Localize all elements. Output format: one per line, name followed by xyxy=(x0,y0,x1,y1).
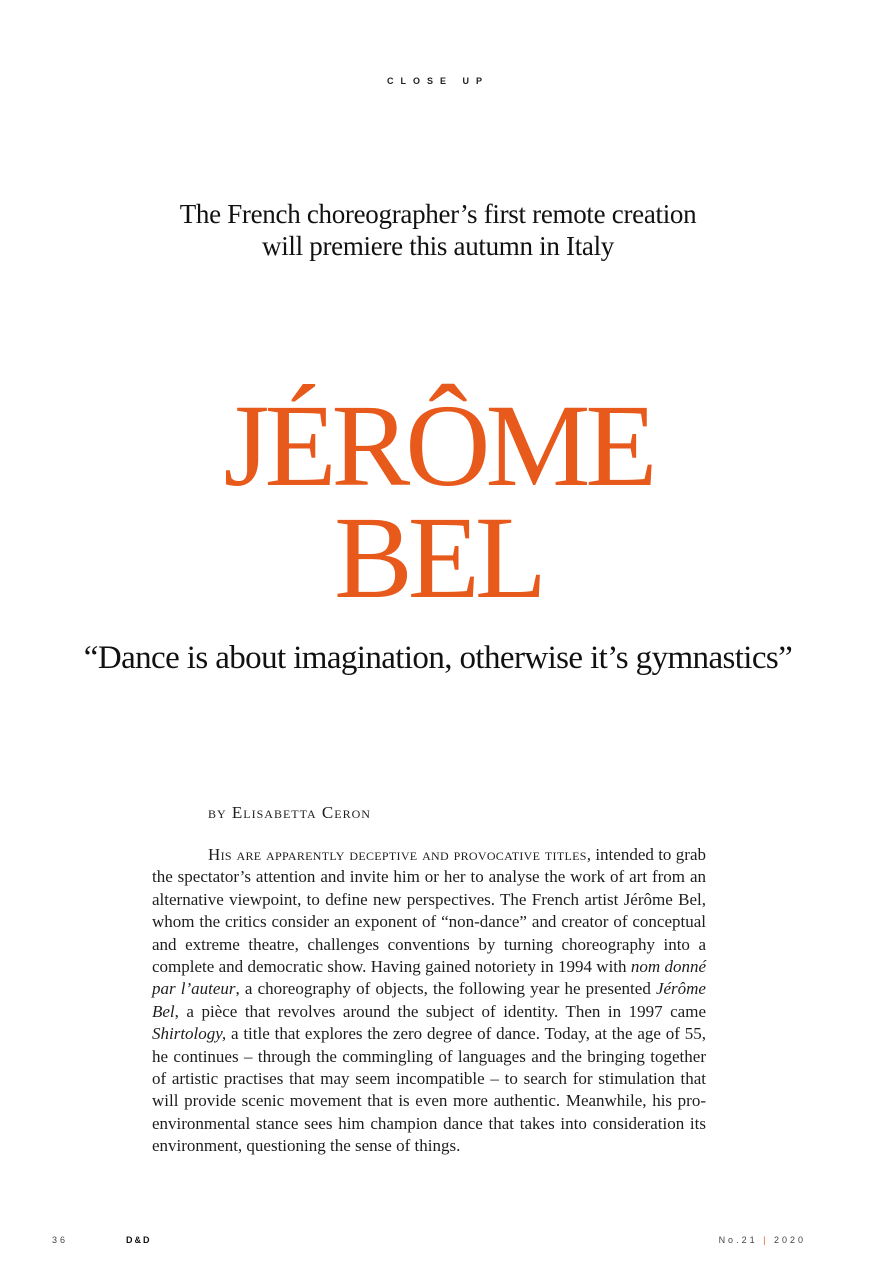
byline: by Elisabetta Ceron xyxy=(208,803,371,822)
pull-quote: “Dance is about imagination, otherwise it’s gymnastics” xyxy=(83,640,793,676)
subtitle xyxy=(120,198,756,262)
issue-separator: | xyxy=(763,1235,769,1245)
article-text-3: , a pièce that revolves around the subject of identity. Then in 1997 came xyxy=(174,1001,706,1021)
page-number: 36 xyxy=(52,1235,69,1245)
headline-line-2: BEL xyxy=(334,492,542,623)
subtitle-line-1: The French choreographer’s first remote creation xyxy=(179,199,697,229)
work-title-3: Shirtology, xyxy=(152,1024,227,1044)
article-text-4: a title that explores the zero degree of dance. Today, at the age of 55, he continues – through the commingling of languages and the bringing together of artistic practises that may seem incompatible – to search for stimulation that will provide scenic movement that is even more authentic. Meanwhile, his pro-environmental stance sees him champion dance that takes into consideration its environment, questioning the sense of things. xyxy=(152,1024,706,1156)
magazine-name: D&D xyxy=(126,1235,152,1245)
headline-line-1: JÉRÔME xyxy=(223,380,653,511)
work-title-2: Jérôme Bel xyxy=(152,979,706,1021)
section-label: CLOSE UP xyxy=(386,76,489,86)
issue-info xyxy=(719,1235,806,1249)
subtitle-line-2: will premiere this autumn in Italy xyxy=(262,231,614,261)
article-lead: His are apparently deceptive and provocative titles xyxy=(208,845,587,864)
work-title-1: nom donné par l’auteur xyxy=(152,957,706,999)
article-body xyxy=(152,844,706,1158)
issue-year: 2020 xyxy=(773,1235,806,1245)
article-text-1: , intended to grab the spectator’s attention and invite him or her to analyse the work of art from an alternative viewpoint, to define new perspectives. The French artist Jérôme Bel, whom the critics consider an exponent of “non-dance” and creator of conceptual and extreme theatre, challenges conventions by turning choreography into a complete and democratic show. Having gained notoriety in 1994 with xyxy=(152,845,706,977)
issue-number: No.21 xyxy=(718,1235,758,1245)
headline xyxy=(0,380,876,623)
article-text-2: , a choreography of objects, the following year he presented xyxy=(235,979,656,999)
